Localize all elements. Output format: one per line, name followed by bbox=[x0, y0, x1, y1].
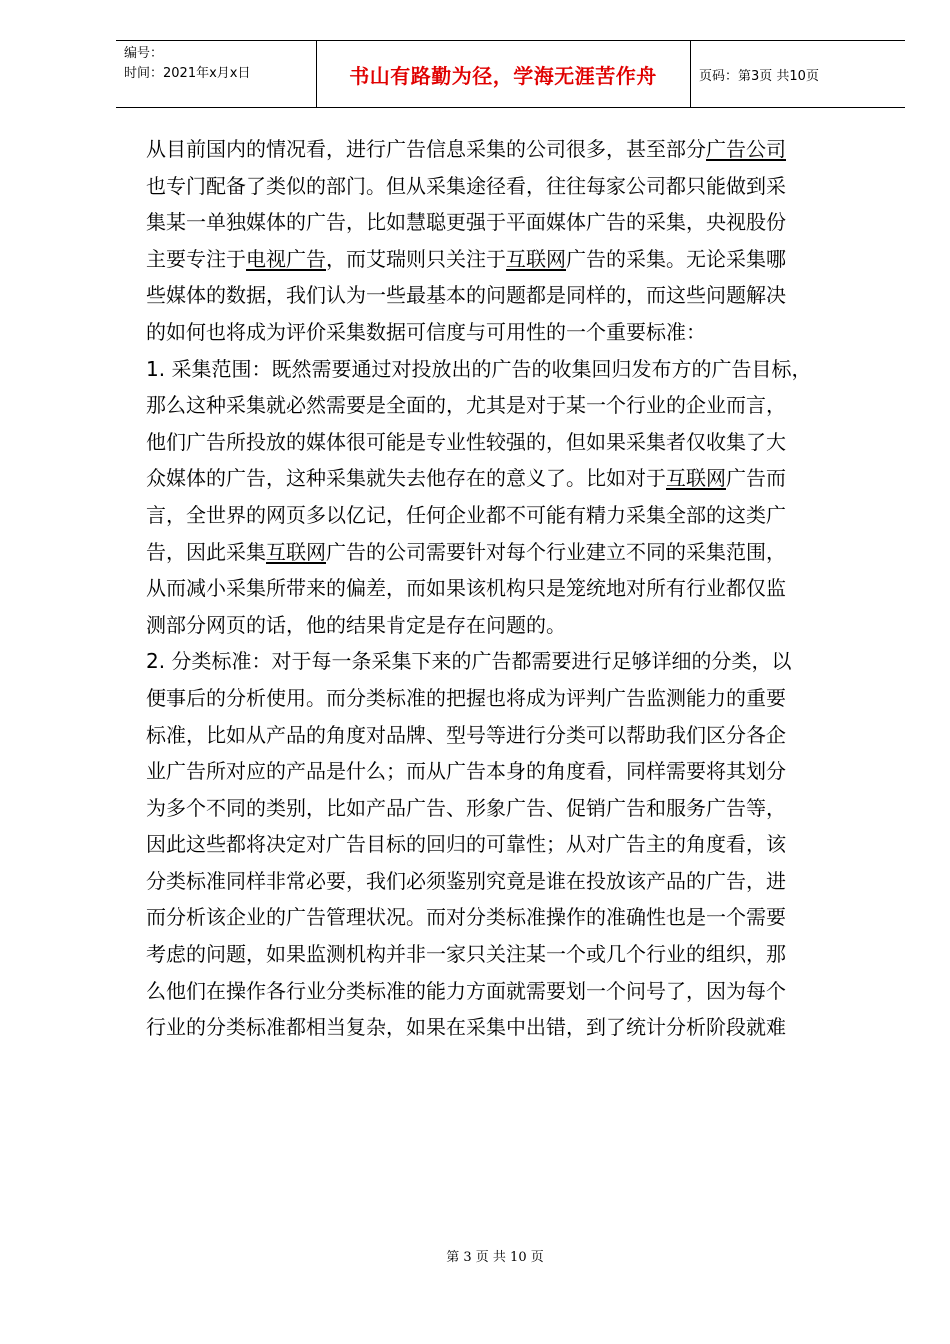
text-line: 测部分网页的话，他的结果肯定是存在问题的。 bbox=[146, 612, 566, 637]
link-internet[interactable]: 互联网 bbox=[506, 246, 566, 271]
text-line: 主要专注于电视广告，而艾瑞则只关注于互联网广告的采集。无论采集哪 bbox=[146, 246, 786, 271]
link-internet[interactable]: 互联网 bbox=[666, 466, 726, 491]
text-line: 那么这种采集就必然需要是全面的，尤其是对于某一个行业的企业而言， bbox=[146, 393, 786, 418]
text-line: 分类标准同样非常必要，我们必须鉴别究竟是谁在投放该产品的广告，进 bbox=[146, 868, 786, 893]
text-line: 考虑的问题，如果监测机构并非一家只关注某一个或几个行业的组织，那 bbox=[146, 942, 786, 967]
text-line: 因此这些都将决定对广告目标的回归的可靠性；从对广告主的角度看，该 bbox=[146, 832, 786, 857]
text-line: 便事后的分析使用。而分类标准的把握也将成为评判广告监测能力的重要 bbox=[146, 685, 786, 710]
text-line: 些媒体的数据，我们认为一些最基本的问题都是同样的，而这些问题解决 bbox=[146, 283, 786, 308]
header-page-cell bbox=[691, 41, 905, 107]
list-number: 2. bbox=[146, 649, 166, 674]
text-line: 而分析该企业的广告管理状况。而对分类标准操作的准确性也是一个需要 bbox=[146, 905, 786, 930]
link-tv-ad[interactable]: 电视广告 bbox=[246, 246, 326, 271]
link-internet[interactable]: 互联网 bbox=[266, 539, 326, 564]
page-header bbox=[116, 40, 905, 108]
text-line: 1. 采集范围：既然需要通过对投放出的广告的收集回归发布方的广告目标， bbox=[146, 356, 812, 381]
document-number-label: 编号： bbox=[124, 46, 164, 61]
text-line: 2. 分类标准：对于每一条采集下来的广告都需要进行足够详细的分类，以 bbox=[146, 649, 792, 674]
text-line: 从目前国内的情况看，进行广告信息采集的公司很多，甚至部分广告公司 bbox=[146, 137, 786, 161]
text-line: 他们广告所投放的媒体很可能是专业性较强的，但如果采集者仅收集了大 bbox=[146, 429, 786, 454]
text-line: 集某一单独媒体的广告，比如慧聪更强于平面媒体广告的采集，央视股份 bbox=[146, 210, 786, 235]
text-line: 从而减小采集所带来的偏差，而如果该机构只是笼统地对所有行业都仅监 bbox=[146, 576, 786, 601]
text-line: 么他们在操作各行业分类标准的能力方面就需要划一个问号了，因为每个 bbox=[146, 978, 786, 1003]
text-line: 众媒体的广告，这种采集就失去他存在的意义了。比如对于互联网广告而 bbox=[146, 466, 786, 491]
header-page-info: 页码：第3页 共10页 bbox=[699, 68, 819, 84]
text-line: 业广告所对应的产品是什么；而从广告本身的角度看，同样需要将其划分 bbox=[146, 759, 786, 784]
text-line: 也专门配备了类似的部门。但从采集途径看，往往每家公司都只能做到采 bbox=[146, 173, 786, 198]
document-time-label: 时间：2021年x月x日 bbox=[124, 66, 251, 81]
text-line: 标准，比如从产品的角度对品牌、型号等进行分类可以帮助我们区分各企 bbox=[146, 722, 786, 747]
text-line: 行业的分类标准都相当复杂，如果在采集中出错，到了统计分析阶段就难 bbox=[146, 1015, 786, 1040]
header-motto: 书山有路勤为径，学海无涯苦作舟 bbox=[349, 63, 657, 88]
page-footer: 第 3 页 共 10 页 bbox=[446, 1250, 544, 1265]
text-line: 告，因此采集互联网广告的公司需要针对每个行业建立不同的采集范围， bbox=[146, 539, 786, 564]
text-line: 为多个不同的类别，比如产品广告、形象广告、促销广告和服务广告等， bbox=[146, 795, 786, 820]
header-meta-cell bbox=[116, 41, 317, 107]
document-body bbox=[146, 131, 882, 1046]
link-ad-company[interactable]: 广告公司 bbox=[706, 137, 786, 161]
header-motto-cell bbox=[316, 41, 691, 107]
text-line: 的如何也将成为评价采集数据可信度与可用性的一个重要标准： bbox=[146, 319, 706, 344]
text-line: 言，全世界的网页多以亿记，任何企业都不可能有精力采集全部的这类广 bbox=[146, 502, 786, 527]
list-number: 1. bbox=[146, 356, 166, 381]
